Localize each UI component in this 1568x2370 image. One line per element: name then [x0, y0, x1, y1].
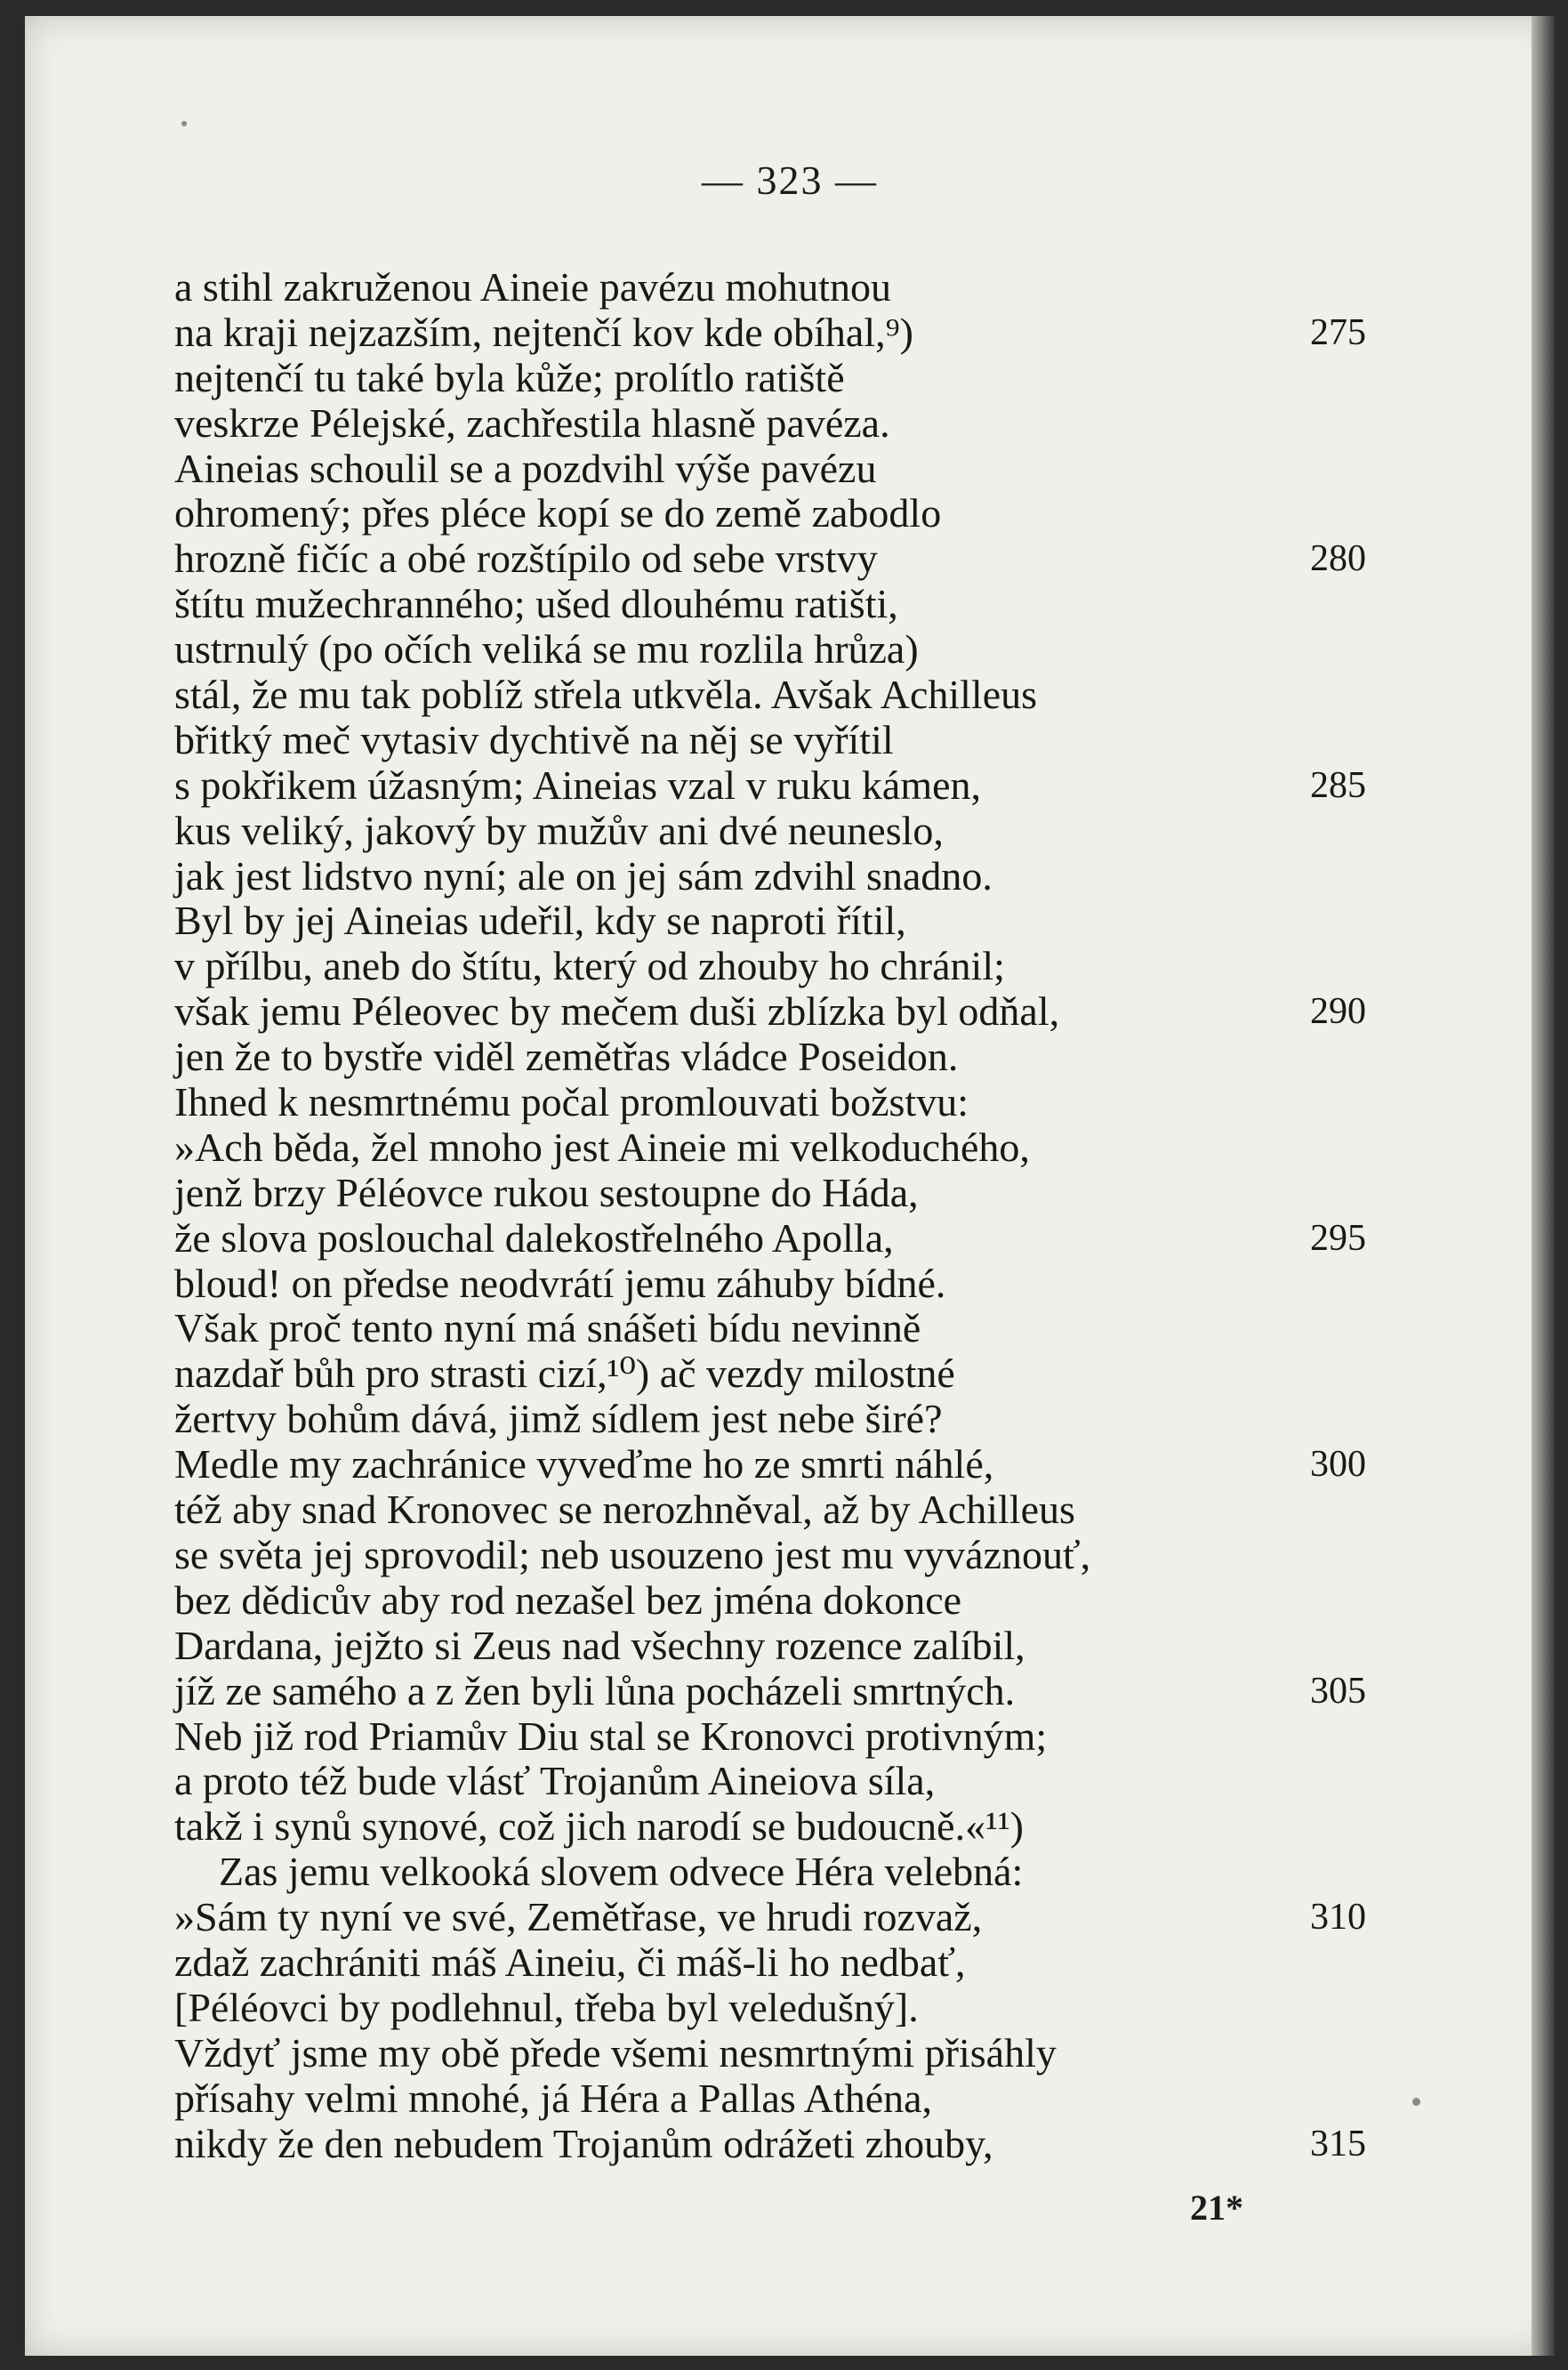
poem-line [174, 1171, 1366, 1216]
poem-line-text: se světa jej sprovodil; neb usouzeno jest mu vyváznouť, [174, 1531, 1091, 1577]
poem-line-text: nazdař bůh pro strasti cizí,¹⁰) ač vezdy milostné [174, 1350, 955, 1397]
poem-line-text: stál, že mu tak poblíž střela utkvěla. Avšak Achilleus [174, 672, 1038, 718]
poem-line [174, 1397, 1366, 1442]
poem-line-text: nikdy že den nebudem Trojanům odrážeti zhouby, [174, 2120, 993, 2166]
poem-line-text: a proto též bude vlásť Trojanům Aineiova síla, [174, 1758, 936, 1804]
poem-line [174, 1804, 1366, 1850]
poem-line [174, 1216, 1366, 1262]
poem-line [174, 1714, 1366, 1760]
verse-line-number: 295 [1310, 1217, 1366, 1259]
poem-line [174, 1080, 1366, 1125]
poem-line [174, 1986, 1366, 2031]
poem-line [174, 2076, 1366, 2122]
poem-line-text: Vždyť jsme my obě přede všemi nesmrtnými přisáhly [174, 2029, 1057, 2076]
verse-line-number: 310 [1310, 1897, 1366, 1939]
poem-line [174, 582, 1366, 627]
poem-line-text: »Ach běda, žel mnoho jest Aineie mi velkoduchého, [174, 1124, 1030, 1170]
poem-line-text: nejtenčí tu také byla kůže; prolítlo ratiště [174, 354, 845, 400]
poem-line [174, 2122, 1366, 2167]
poem-line-text: »Sám ty nyní ve své, Zemětřase, ve hrudi rozvaž, [174, 1894, 983, 1940]
verse-line-number: 285 [1310, 764, 1366, 806]
poem-line-text: že slova poslouchal dalekostřelného Apolla, [174, 1214, 894, 1261]
poem-line-text: břitký meč vytasiv dychtivě na něj se vyřítil [174, 716, 894, 762]
poem-line [174, 1262, 1366, 1307]
poem-line-text: Zas jemu velkooká slovem odvece Héra velebná: [219, 1849, 1024, 1895]
poem-line [174, 673, 1366, 718]
poem-line [174, 1035, 1366, 1080]
poem-line-text: však jemu Péleovec by mečem duši zblízka byl odňal, [174, 988, 1060, 1035]
poem-line-text: bez dědicův aby rod nezašel bez jména dokonce [174, 1576, 962, 1623]
poem-line [174, 401, 1366, 447]
verse-line-number: 315 [1310, 2123, 1366, 2164]
poem-line-text: s pokřikem úžasným; Aineias vzal v ruku kámen, [174, 762, 982, 808]
signature-mark: 21* [1190, 2188, 1243, 2228]
poem-line [174, 447, 1366, 492]
poem-line-text: takž i synů synové, což jich narodí se budoucně.«¹¹) [174, 1803, 1024, 1850]
poem-line [174, 854, 1366, 899]
poem-line-text: též aby snad Kronovec se nerozhněval, až by Achilleus [174, 1487, 1075, 1533]
poem-line-text: jen že to bystře viděl zemětřas vládce Poseidon. [174, 1034, 959, 1080]
paper-speck [181, 121, 187, 126]
poem-line [174, 356, 1366, 401]
poem-line [174, 1895, 1366, 1940]
poem-line-text: Aineias schoulil se a pozdvihl výše pavézu [174, 445, 877, 491]
poem-line [174, 1442, 1366, 1487]
poem-line [174, 1306, 1366, 1351]
poem-line-text: jak jest lidstvo nyní; ale on jej sám zdvihl snadno. [174, 852, 993, 899]
poem-line [174, 989, 1366, 1035]
poem-line [174, 310, 1366, 356]
poem-line [174, 1940, 1366, 1986]
poem-line [174, 1578, 1366, 1624]
poem-line [174, 1351, 1366, 1397]
poem-line [174, 491, 1366, 536]
poem-line [174, 1669, 1366, 1714]
poem-line [174, 763, 1366, 809]
page-number-header: — 323 — [702, 157, 878, 203]
poem-line [174, 1850, 1366, 1895]
poem-line-text: a stihl zakruženou Aineie pavézu mohutnou [174, 264, 892, 310]
poem-line-text: Dardana, jejžto si Zeus nad všechny rozence zalíbil, [174, 1622, 1025, 1668]
verse-line-number: 300 [1310, 1444, 1366, 1486]
poem-line-text: jenž brzy Péléovce rukou sestoupne do Háda, [174, 1169, 919, 1215]
poem-line-text: veskrze Pélejské, zachřestila hlasně pavéza. [174, 399, 890, 446]
poem-line-text: Byl by jej Aineias udeřil, kdy se naproti řítil, [174, 898, 906, 944]
poem-line [174, 899, 1366, 944]
poem-line [174, 1533, 1366, 1578]
poem-line-text: Však proč tento nyní má snášeti bídu nevinně [174, 1305, 921, 1351]
poem-line [174, 1759, 1366, 1804]
poem-line-text: na kraji nejzazším, nejtenčí kov kde obíhal,⁹) [174, 309, 913, 355]
paper-speck [1412, 2098, 1420, 2106]
poem-line [174, 1125, 1366, 1171]
poem-text-block [174, 265, 1366, 2166]
page-edge-shadow [1532, 16, 1555, 2356]
poem-line-text: jíž ze samého a z žen byli lůna pocházeli smrtných. [174, 1667, 1016, 1713]
poem-line-text: přísahy velmi mnohé, já Héra a Pallas Athéna, [174, 2075, 933, 2121]
poem-line [174, 809, 1366, 854]
verse-line-number: 305 [1310, 1670, 1366, 1712]
poem-line [174, 944, 1366, 989]
poem-line [174, 2031, 1366, 2076]
poem-line-text: [Péléovci by podlehnul, třeba byl veledušný]. [174, 1984, 919, 2030]
poem-line [174, 265, 1366, 310]
book-page [25, 16, 1555, 2356]
poem-line [174, 536, 1366, 582]
poem-line [174, 1624, 1366, 1669]
poem-line-text: Ihned k nesmrtnému počal promlouvati božstvu: [174, 1079, 969, 1125]
poem-line-text: v přílbu, aneb do štítu, který od zhouby ho chránil; [174, 943, 1005, 989]
poem-line-text: štítu mužechranného; ušed dlouhému ratišti, [174, 581, 898, 627]
poem-line-text: bloud! on předse neodvrátí jemu záhuby bídné. [174, 1260, 946, 1306]
poem-line-text: žertvy bohům dává, jimž sídlem jest nebe širé? [174, 1396, 943, 1442]
poem-line-text: Medle my zachránice vyveďme ho ze smrti náhlé, [174, 1441, 994, 1487]
poem-line [174, 718, 1366, 763]
verse-line-number: 275 [1310, 311, 1366, 353]
verse-line-number: 280 [1310, 538, 1366, 580]
poem-line-text: Neb již rod Priamův Diu stal se Kronovci protivným; [174, 1713, 1048, 1759]
poem-line [174, 1487, 1366, 1533]
poem-line-text: ohromený; přes pléce kopí se do země zabodlo [174, 490, 942, 536]
poem-line-text: zdaž zachrániti máš Aineiu, či máš-li ho nedbať, [174, 1939, 966, 1985]
poem-line-text: hrozně fičíc a obé rozštípilo od sebe vrstvy [174, 536, 878, 582]
poem-line-text: ustrnulý (po očích veliká se mu rozlila hrůza) [174, 626, 919, 673]
verse-line-number: 290 [1310, 991, 1366, 1033]
poem-line-text: kus veliký, jakový by mužův ani dvé neuneslo, [174, 807, 944, 853]
poem-line [174, 627, 1366, 673]
